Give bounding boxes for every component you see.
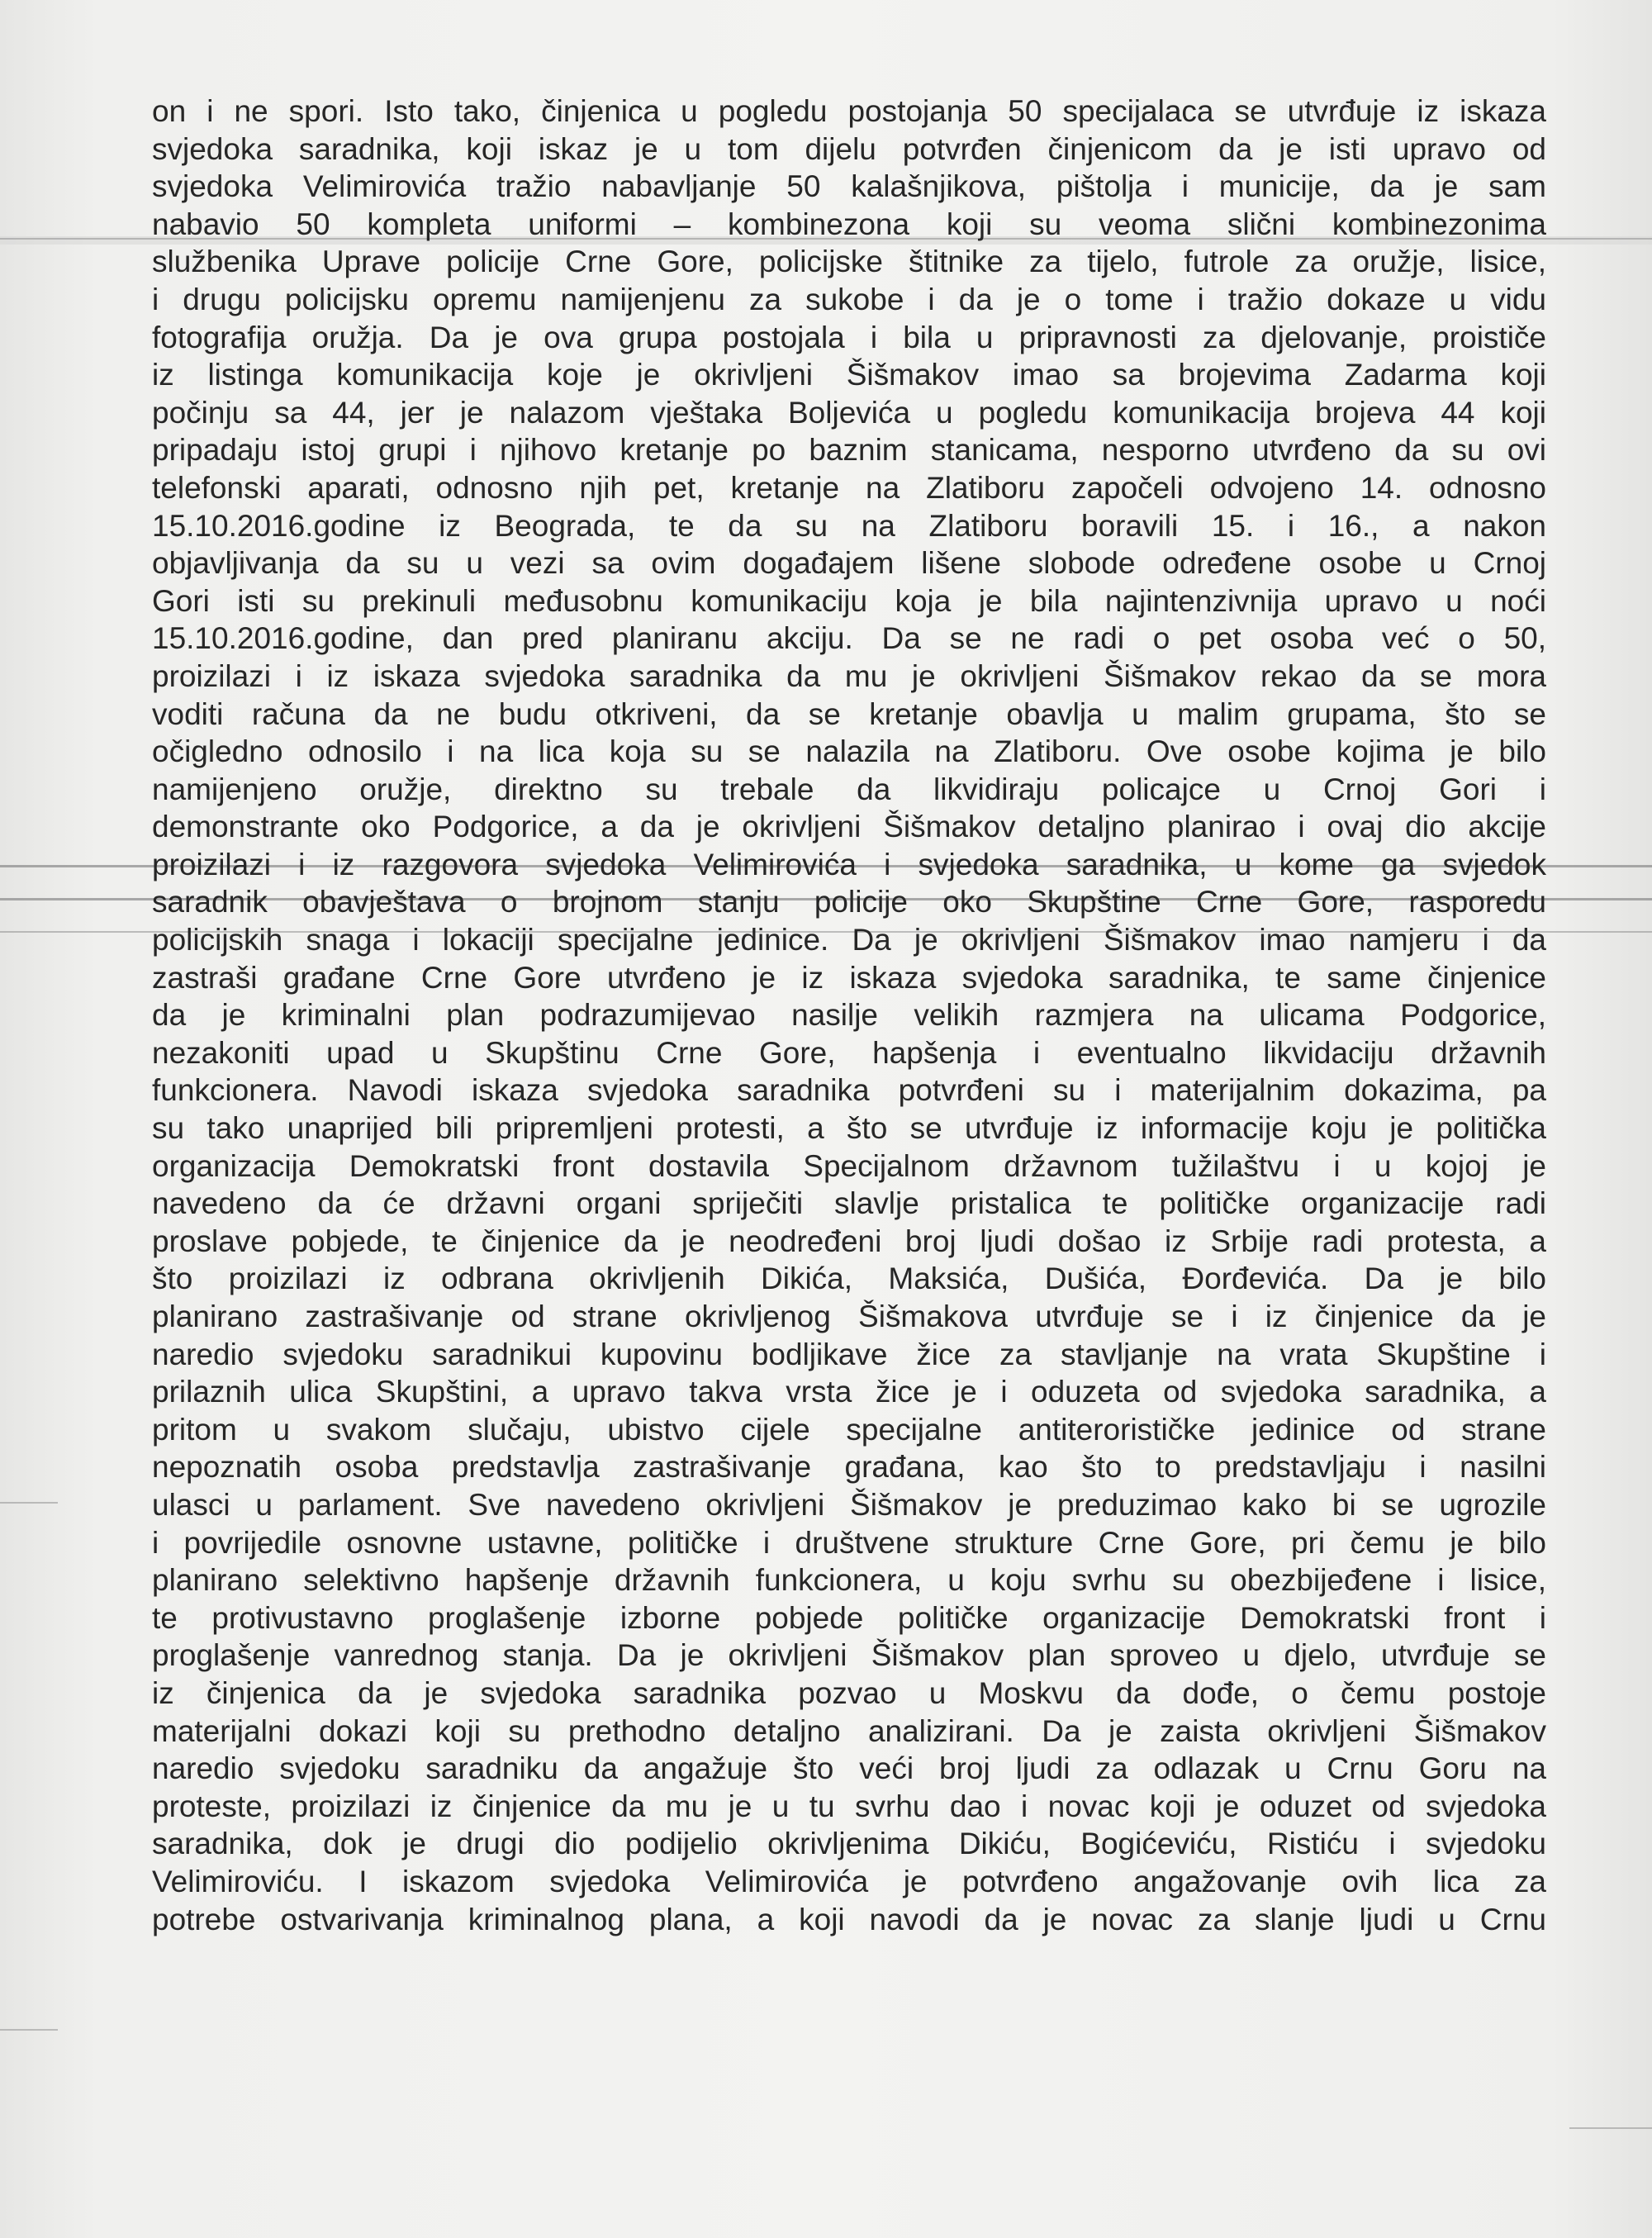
text-line: voditi računa da ne budu otkriveni, da se kretanje obavlja u malim grupama, što se: [152, 696, 1546, 731]
text-line: planirano selektivno hapšenje državnih funkcionera, u koju svrhu su obezbijeđene i lisice,: [152, 1563, 1546, 1598]
text-line: saradnika, dok je drugi dio podijelio okrivljenima Dikiću, Bogićeviću, Ristiću i svjedoku: [152, 1827, 1546, 1861]
text-line: navedeno da će državni organi spriječiti slavlje pristalica te političke organizacije radi: [152, 1186, 1546, 1221]
text-line: objavljivanja da su u vezi sa ovim događajem lišene slobode određene osobe u Crnoj: [152, 546, 1546, 581]
text-line: Velimiroviću. I iskazom svjedoka Velimirovića je potvrđeno angažovanje ovih lica za: [152, 1864, 1546, 1898]
text-line: saradnik obavještava o brojnom stanju policije oko Skupštine Crne Gore, rasporedu: [152, 885, 1546, 919]
text-line: te protivustavno proglašenje izborne pobjede političke organizacije Demokratski front i: [152, 1600, 1546, 1635]
scan-crease-line: [1569, 2127, 1652, 2129]
text-line: i drugu policijsku opremu namijenjenu za sukobe i da je o tome i tražio dokaze u vidu: [152, 282, 1546, 316]
text-line: nepoznatih osoba predstavlja zastrašivanje građana, kao što to predstavljaju i nasilni: [152, 1450, 1546, 1485]
text-line: telefonski aparati, odnosno njih pet, kretanje na Zlatiboru započeli odvojeno 14. odnosno: [152, 470, 1546, 505]
text-line: svjedoka Velimirovića tražio nabavljanje 50 kalašnjikova, pištolja i municije, da je sam: [152, 169, 1546, 204]
text-line: prilaznih ulica Skupštini, a upravo takva vrsta žice je i oduzeta od svjedoka saradnika, a: [152, 1375, 1546, 1409]
document-body: [152, 93, 1546, 1938]
text-line: proizilazi i iz razgovora svjedoka Velimirovića i svjedoka saradnika, u kome ga svjedok: [152, 847, 1546, 881]
text-line: fotografija oružja. Da je ova grupa postojala i bila u pripravnosti za djelovanje, proističe: [152, 320, 1546, 354]
text-line: počinju sa 44, jer je nalazom vještaka Boljevića u pogledu komunikacija brojeva 44 koji: [152, 395, 1546, 430]
text-line: potrebe ostvarivanja kriminalnog plana, a koji navodi da je novac za slanje ljudi u Crnu: [152, 1902, 1546, 1936]
text-line: policijskih snaga i lokaciji specijalne jedinice. Da je okrivljeni Šišmakov imao namjeru i da: [152, 923, 1546, 957]
text-line: da je kriminalni plan podrazumijevao nasilje velikih razmjera na ulicama Podgorice,: [152, 998, 1546, 1033]
text-line: materijalni dokazi koji su prethodno detaljno analizirani. Da je zaista okrivljeni Šišmakov: [152, 1713, 1546, 1748]
text-line: naredio svjedoku saradniku da angažuje što veći broj ljudi za odlazak u Crnu Goru na: [152, 1751, 1546, 1786]
text-line: ulasci u parlament. Sve navedeno okrivljeni Šišmakov je preduzimao kako bi se ugrozile: [152, 1487, 1546, 1522]
text-line: pritom u svakom slučaju, ubistvo cijele specijalne antiterorističke jedinice od strane: [152, 1412, 1546, 1447]
text-line: demonstrante oko Podgorice, a da je okrivljeni Šišmakov detaljno planirao i ovaj dio akcije: [152, 810, 1546, 844]
text-line: 15.10.2016.godine iz Beograda, te da su na Zlatiboru boravili 15. i 16., a nakon: [152, 508, 1546, 543]
text-line: su tako unaprijed bili pripremljeni protesti, a što se utvrđuje iz informacije koju je politička: [152, 1111, 1546, 1146]
text-line: proglašenje vanrednog stanja. Da je okrivljeni Šišmakov plan sproveo u djelo, utvrđuje se: [152, 1638, 1546, 1673]
scan-margin-mark: [0, 2029, 58, 2031]
text-line: službenika Uprave policije Crne Gore, policijske štitnike za tijelo, futrole za oružje, lisice,: [152, 245, 1546, 279]
text-line: Gori isti su prekinuli međusobnu komunikaciju koja je bila najintenzivnija upravo u noći: [152, 583, 1546, 618]
text-line: proteste, proizilazi iz činjenice da mu je u tu svrhu dao i novac koji je oduzet od svjedoka: [152, 1789, 1546, 1823]
text-line: što proizilazi iz odbrana okrivljenih Dikića, Maksića, Dušića, Đorđevića. Da je bilo: [152, 1262, 1546, 1296]
text-line: proslave pobjede, te činjenice da je neodređeni broj ljudi došao iz Srbije radi protesta, a: [152, 1224, 1546, 1258]
text-line: namijenjeno oružje, direktno su trebale da likvidiraju policajce u Crnoj Gori i: [152, 772, 1546, 806]
text-line: zastraši građane Crne Gore utvrđeno je iz iskaza svjedoka saradnika, te same činjenice: [152, 960, 1546, 995]
text-line: nabavio 50 kompleta uniformi – kombinezona koji su veoma slični kombinezonima: [152, 207, 1546, 241]
text-line: organizacija Demokratski front dostavila Specijalnom državnom tužilaštvu i u kojoj je: [152, 1148, 1546, 1183]
text-line: naredio svjedoku saradnikui kupovinu bodljikave žice za stavljanje na vrata Skupštine i: [152, 1337, 1546, 1371]
scan-margin-mark: [0, 1502, 58, 1504]
text-line: pripadaju istoj grupi i njihovo kretanje po baznim stanicama, nesporno utvrđeno da su ovi: [152, 433, 1546, 468]
text-line: funkcionera. Navodi iskaza svjedoka saradnika potvrđeni su i materijalnim dokazima, pa: [152, 1073, 1546, 1108]
text-line: iz listinga komunikacija koje je okrivljeni Šišmakov imao sa brojevima Zadarma koji: [152, 358, 1546, 392]
text-line: svjedoka saradnika, koji iskaz je u tom dijelu potvrđen činjenicom da je isti upravo od: [152, 131, 1546, 166]
text-line: proizilazi i iz iskaza svjedoka saradnika da mu je okrivljeni Šišmakov rekao da se mora: [152, 658, 1546, 693]
text-line: 15.10.2016.godine, dan pred planiranu akciju. Da se ne radi o pet osoba već o 50,: [152, 621, 1546, 656]
text-line: i povrijedile osnovne ustavne, političke i društvene strukture Crne Gore, pri čemu je bilo: [152, 1525, 1546, 1560]
text-line: očigledno odnosilo i na lica koja su se nalazila na Zlatiboru. Ove osobe kojima je bilo: [152, 734, 1546, 769]
text-line: nezakoniti upad u Skupštinu Crne Gore, hapšenja i eventualno likvidaciju državnih: [152, 1035, 1546, 1070]
text-line: planirano zastrašivanje od strane okrivljenog Šišmakova utvrđuje se i iz činjenice da je: [152, 1300, 1546, 1333]
text-line: iz činjenica da je svjedoka saradnika pozvao u Moskvu da dođe, o čemu postoje: [152, 1675, 1546, 1710]
text-line: on i ne spori. Isto tako, činjenica u pogledu postojanja 50 specijalaca se utvrđuje iz iskaza: [152, 94, 1546, 128]
